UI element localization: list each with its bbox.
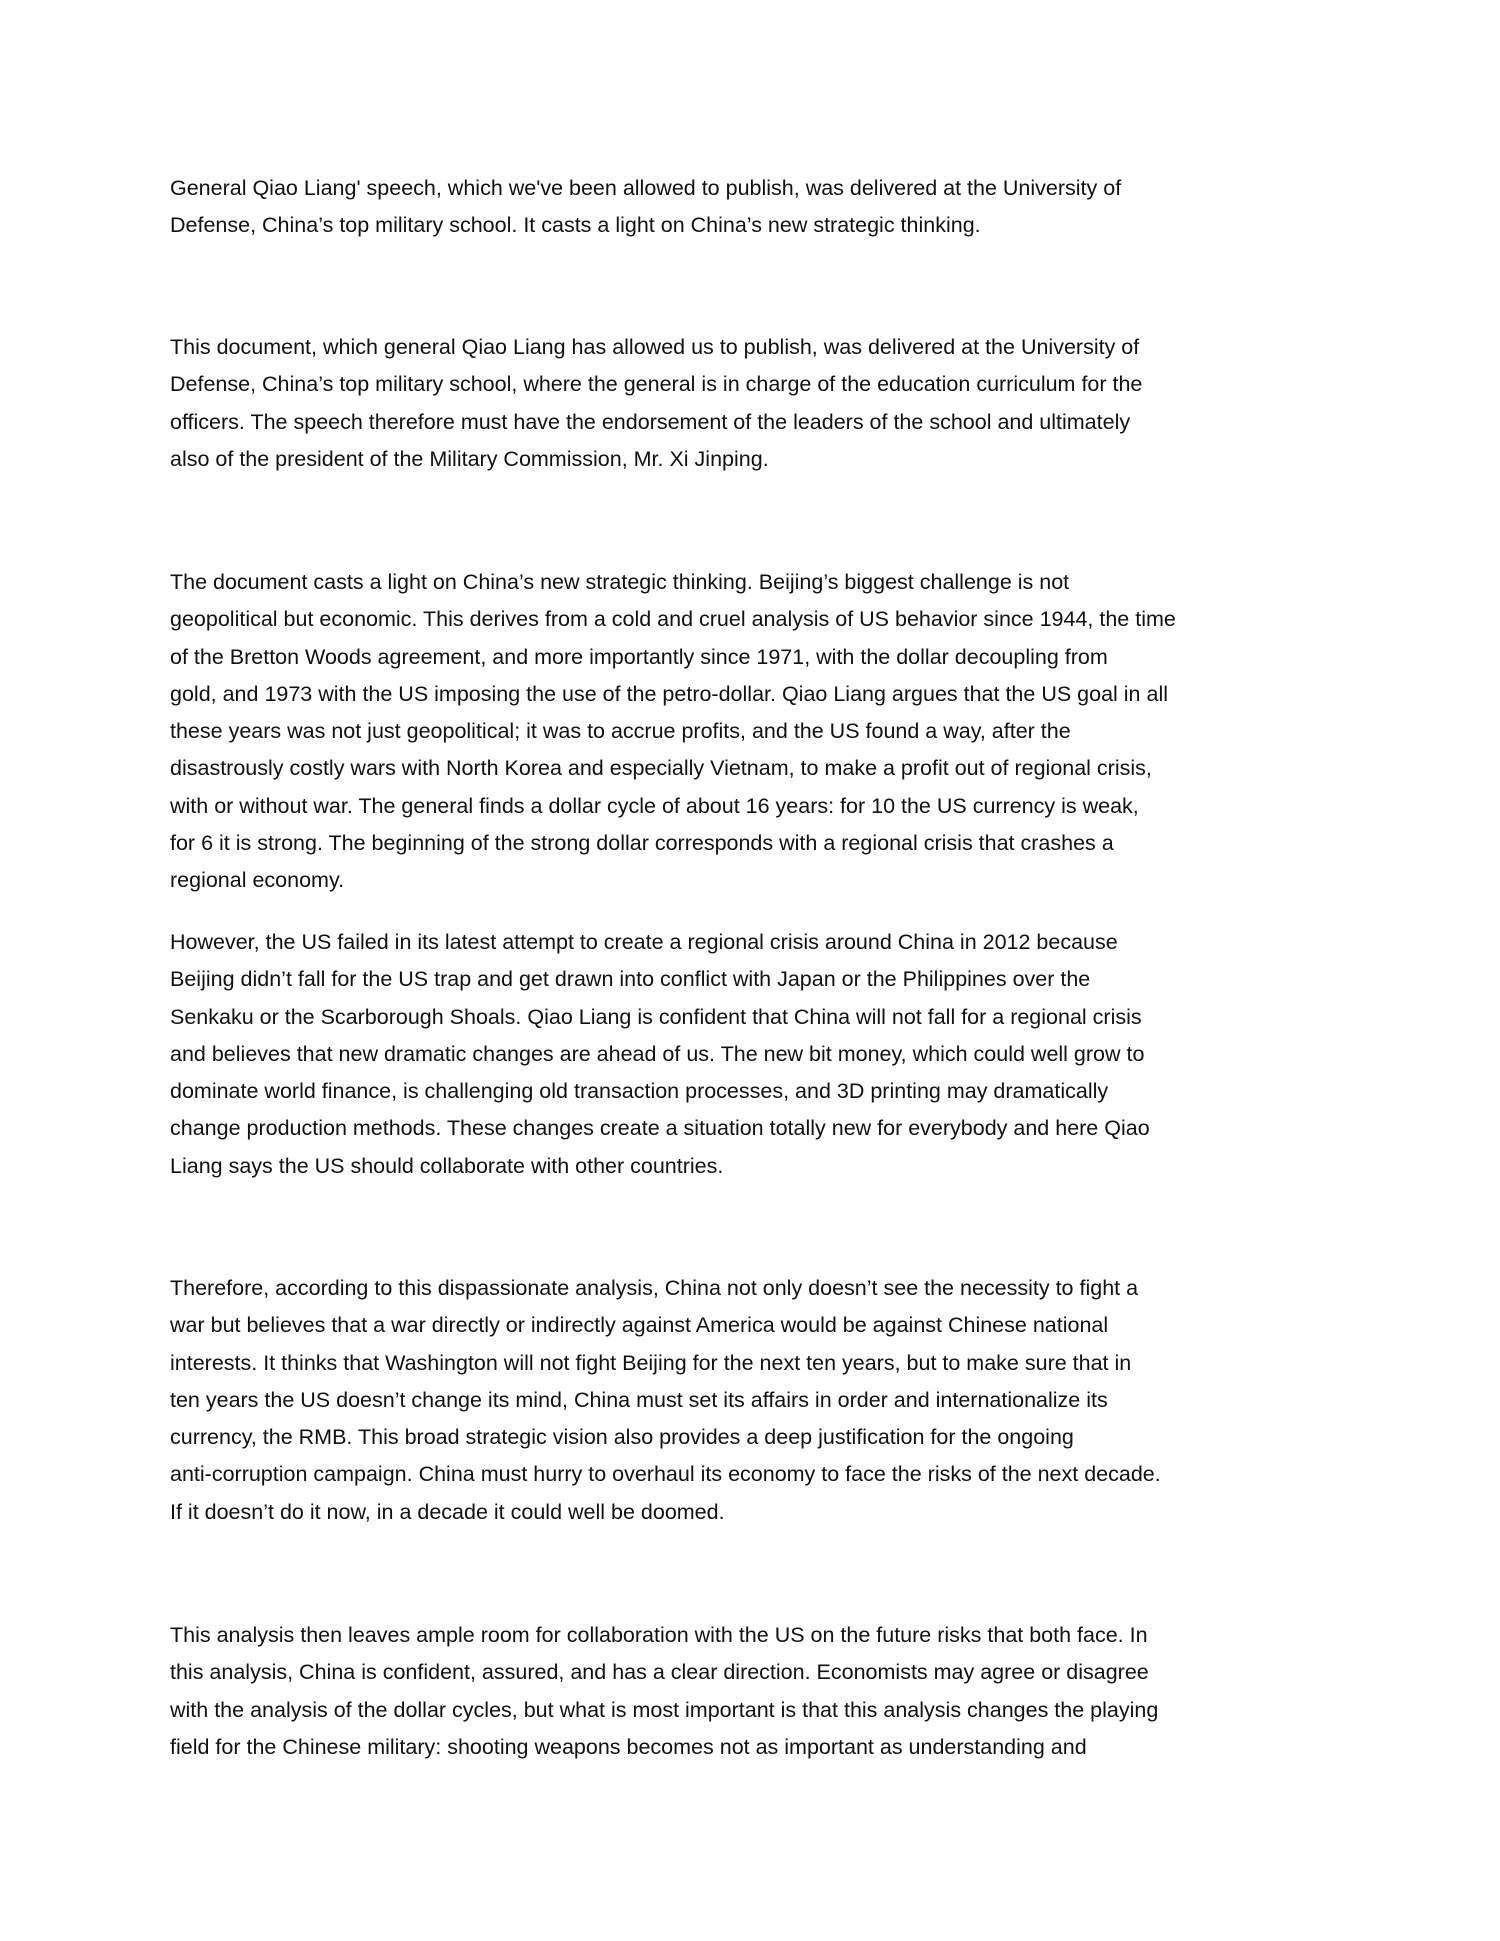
- paragraph-document-origin: [170, 329, 1142, 478]
- text-line: gold, and 1973 with the US imposing the use of the petro-dollar. Qiao Liang argues that the US goal in all: [170, 681, 1168, 706]
- text-line: Beijing didn’t fall for the US trap and get drawn into conflict with Japan or the Philippines over the: [170, 967, 1091, 992]
- text-line: Therefore, according to this dispassionate analysis, China not only doesn’t see the necessity to fight a: [170, 1276, 1139, 1300]
- text-line: field for the Chinese military: shooting weapons becomes not as important as understanding and: [170, 1734, 1087, 1759]
- text-line: change production methods. These changes create a situation totally new for everybody and here Qiao: [170, 1116, 1150, 1141]
- text-line: anti-corruption campaign. China must hurry to overhaul its economy to face the risks of the next decade.: [170, 1462, 1161, 1487]
- paragraph-dispassionate-analysis: [170, 1270, 1161, 1531]
- text-line: This analysis then leaves ample room for collaboration with the US on the future risks that both face. In: [170, 1623, 1148, 1647]
- text-line: of the Bretton Woods agreement, and more importantly since 1971, with the dollar decoupling from: [170, 644, 1108, 669]
- text-line: with the analysis of the dollar cycles, but what is most important is that this analysis changes the playing: [170, 1697, 1159, 1722]
- text-line: currency, the RMB. This broad strategic vision also provides a deep justification for the ongoing: [170, 1425, 1074, 1450]
- text-line: interests. It thinks that Washington will not fight Beijing for the next ten years, but to make sure that in: [170, 1350, 1132, 1375]
- text-line: General Qiao Liang' speech, which we've been allowed to publish, was delivered at the University of: [170, 176, 1122, 200]
- text-line: ten years the US doesn’t change its mind, China must set its affairs in order and internationalize its: [170, 1387, 1108, 1412]
- paragraph-collaboration: [170, 1617, 1158, 1766]
- text-line: for 6 it is strong. The beginning of the strong dollar corresponds with a regional crisis that crashes a: [170, 831, 1114, 856]
- text-line: also of the president of the Military Commission, Mr. Xi Jinping.: [170, 446, 769, 471]
- text-line: The document casts a light on China’s new strategic thinking. Beijing’s biggest challenge is not: [170, 570, 1070, 594]
- text-line: Liang says the US should collaborate with other countries.: [170, 1153, 724, 1178]
- paragraph-strategic-thinking: [170, 564, 1176, 900]
- text-line: Defense, China’s top military school, where the general is in charge of the education curriculum for the: [170, 372, 1143, 397]
- text-line: these years was not just geopolitical; it was to accrue profits, and the US found a way, after the: [170, 719, 1071, 744]
- text-line: If it doesn’t do it now, in a decade it could well be doomed.: [170, 1499, 725, 1524]
- paragraph-regional-crisis: [170, 924, 1150, 1185]
- text-line: disastrously costly wars with North Korea and especially Vietnam, to make a profit out of regional crisis,: [170, 756, 1152, 781]
- text-line: Defense, China’s top military school. It casts a light on China’s new strategic thinking.: [170, 213, 981, 238]
- paragraph-intro: [170, 170, 1121, 245]
- text-line: However, the US failed in its latest attempt to create a regional crisis around China in 2012 because: [170, 930, 1118, 954]
- text-line: regional economy.: [170, 868, 345, 893]
- text-line: geopolitical but economic. This derives from a cold and cruel analysis of US behavior since 1944, the time: [170, 607, 1176, 632]
- text-line: this analysis, China is confident, assured, and has a clear direction. Economists may agree or disagree: [170, 1660, 1149, 1685]
- text-line: officers. The speech therefore must have the endorsement of the leaders of the school and ultimately: [170, 409, 1131, 434]
- text-line: Senkaku or the Scarborough Shoals. Qiao Liang is confident that China will not fall for a regional crisis: [170, 1004, 1142, 1029]
- text-line: war but believes that a war directly or indirectly against America would be against Chinese national: [170, 1313, 1109, 1338]
- text-line: This document, which general Qiao Liang has allowed us to publish, was delivered at the University of: [170, 335, 1140, 359]
- text-line: and believes that new dramatic changes are ahead of us. The new bit money, which could well grow to: [170, 1041, 1145, 1066]
- text-line: dominate world finance, is challenging old transaction processes, and 3D printing may dramatically: [170, 1079, 1109, 1104]
- text-line: with or without war. The general finds a dollar cycle of about 16 years: for 10 the US currency is weak,: [170, 793, 1139, 818]
